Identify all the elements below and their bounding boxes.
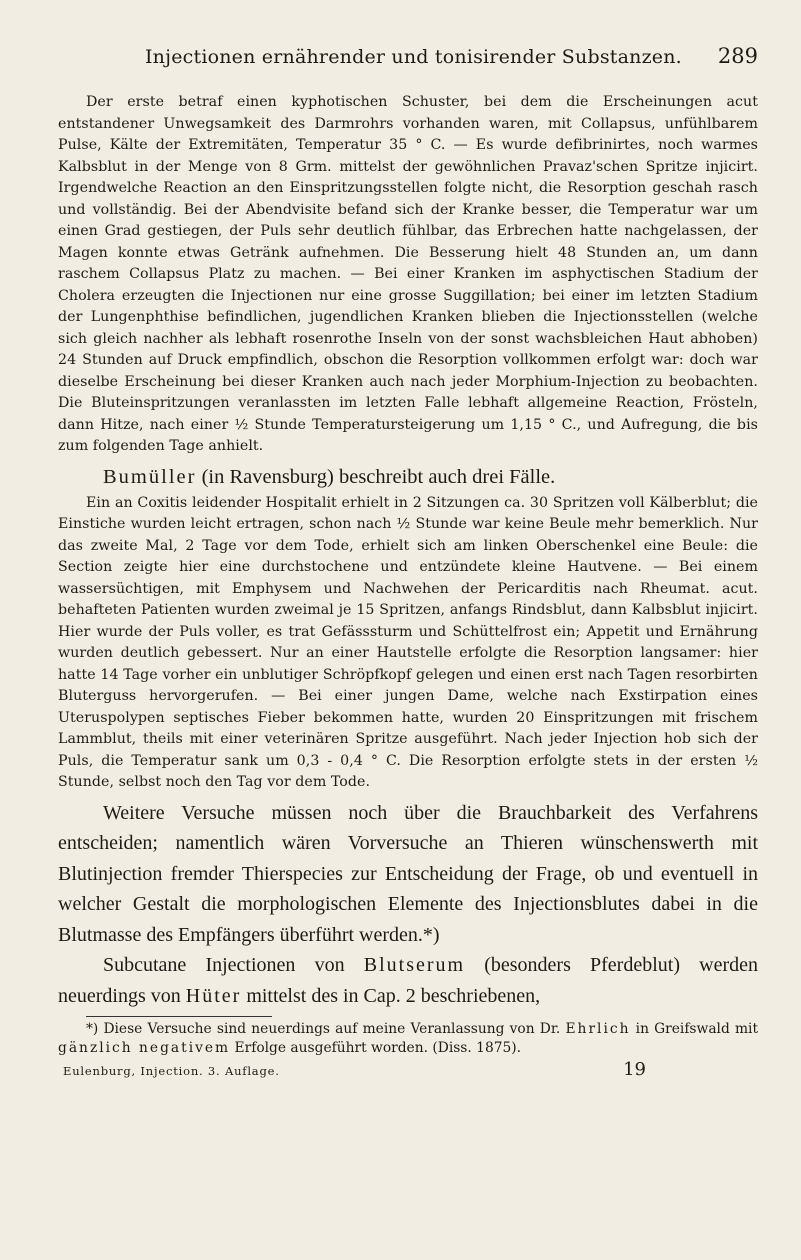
footnote-author: Ehrlich [565,1021,631,1037]
printer-signature: Eulenburg, Injection. 3. Auflage. [63,1064,280,1078]
page-number: 289 [717,44,758,68]
page-header [58,44,758,84]
footnote-text-a: *) Diese Versuche sind neuerdings auf meine Veranlassung von Dr. [86,1021,566,1037]
footnote-emphasis: gänzlich negativem [58,1040,231,1056]
footnote-divider [86,1016,272,1017]
footnote-text-b: in Greifswald mit [630,1021,759,1037]
footnote-text-c: Erfolge ausgeführt worden. (Diss. 1875). [230,1040,522,1056]
book-page [58,44,758,1080]
signature-line [58,1059,758,1080]
heading-rest: (in Ravensburg) beschreibt auch drei Fälle. [196,465,556,488]
sheet-number: 19 [623,1059,646,1080]
running-title: Injectionen ernährender und tonisirender Substanzen. [144,46,682,68]
paragraph-three-cases: Ein an Coxitis leidender Hospitalit erhielt in 2 Sitzungen ca. 30 Spritzen voll Kälberblut; die Einstiche wurden leicht ertragen, schon nach ½ Stunde war keine Beule mehr bemerklich. Nur das zweite Mal, 2 Tage vor dem Tode, erhielt sich am linken Oberschenkel eine Beule: die Section zeigte hier eine durchstochene und entzündete kleine Hautvene. — Bei einem wassersüchtigen, mit Emphysem und Nachwehen der Pericarditis nach Rheumat. acut. behafteten Patienten wurden zweimal je 15 Spritzen, anfangs Rindsblut, dann Kalbsblut injicirt. Hier wurde der Puls voller, es trat Gefässsturm und Schüttelfrost ein; Appetit und Ernährung wurden deutlich gebessert. Nur an einer Hautstelle erfolgte die Resorption langsamer: hier hatte 14 Tage vorher ein unblutiger Schröpfkopf gelegen und einen erst nach Tagen resorbirten Bluterguss hervorgerufen. — Bei einer jungen Dame, welche nach Exstirpation eines Uteruspolypen septisches Fieber bekommen hatte, wurden 20 Einspritzungen mit frischem Lammblut, theils mit einer veterinären Spritze ausgeführt. Nach jeder Injection hob sich der Puls, die Temperatur sank um 0,3 - 0,4 ° C. Die Resorption erfolgte stets in der ersten ½ Stunde, selbst noch den Tag vor dem Tode. [58,494,758,790]
heading-author: Bumüller [103,465,197,488]
serum-text-b: (besonders Pferdeblut) werden neuerdings von [58,954,759,1007]
paragraph-further-experiments: Weitere Versuche müssen noch über die Brauchbarkeit des Verfahrens entscheiden; namentlich wären Vorversuche an Thieren wünschenswerth mit Blutinjection fremder Thierspecies zur Entscheidung der Frage, ob und eventuell in welcher Gestalt die morphologischen Elemente des Injectionsblutes dabei in die Blutmasse des Empfängers überführt werden.*) [58,801,758,946]
serum-text-c: mittelst des in Cap. 2 beschriebenen, [241,984,541,1007]
serum-author: Hüter [185,984,242,1007]
paragraph-serum-injections [58,950,758,1011]
paragraph-first-case: Der erste betraf einen kyphotischen Schuster, bei dem die Erscheinungen acut entstandener Unwegsamkeit des Darmrohrs vorhanden waren, mit Collapsus, unfühlbarem Pulse, Kälte der Extremitäten, Temperatur 35 ° C. — Es wurde defibrinirtes, noch warmes Kalbsblut in der Menge von 8 Grm. mittelst der gewöhnlichen Pravaz'schen Spritze injicirt. Irgendwelche Reaction an den Einspritzungsstellen folgte nicht, die Resorption geschah rasch und vollständig. Bei der Abendvisite befand sich der Kranke besser, die Temperatur war um einen Grad gestiegen, der Puls sehr deutlich fühlbar, das Erbrechen hatte nachgelassen, der Magen konnte etwas Getränk aufnehmen. Die Besserung hielt 48 Stunden an, um dann raschem Collapsus Platz zu machen. — Bei einer Kranken im asphyctischen Stadium der Cholera erzeugten die Injectionen nur eine grosse Suggillation; bei einer im letzten Stadium der Lungenphthise befindlichen, jugendlichen Kranken blieben die Injectionsstellen (welche sich gleich nachher als lebhaft rosenrothe Inseln von der sonst wachsbleichen Haut abhoben) 24 Stunden auf Druck empfindlich, obschon die Resorption vollkommen erfolgt war: doch war dieselbe Erscheinung bei dieser Kranken auch nach jeder Morphium-Injection zu beobachten. Die Bluteinspritzungen veranlassten im letzten Falle lebhaft allgemeine Reaction, Frösteln, dann Hitze, nach einer ½ Stunde Temperatursteigerung um 1,15 ° C., und Aufregung, die bis zum folgenden Tage anhielt. [58,94,758,454]
serum-term: Blutserum [363,954,466,976]
section-heading [58,464,758,490]
serum-text-a: Subcutane Injectionen von [103,954,364,976]
footnote [58,1020,758,1058]
